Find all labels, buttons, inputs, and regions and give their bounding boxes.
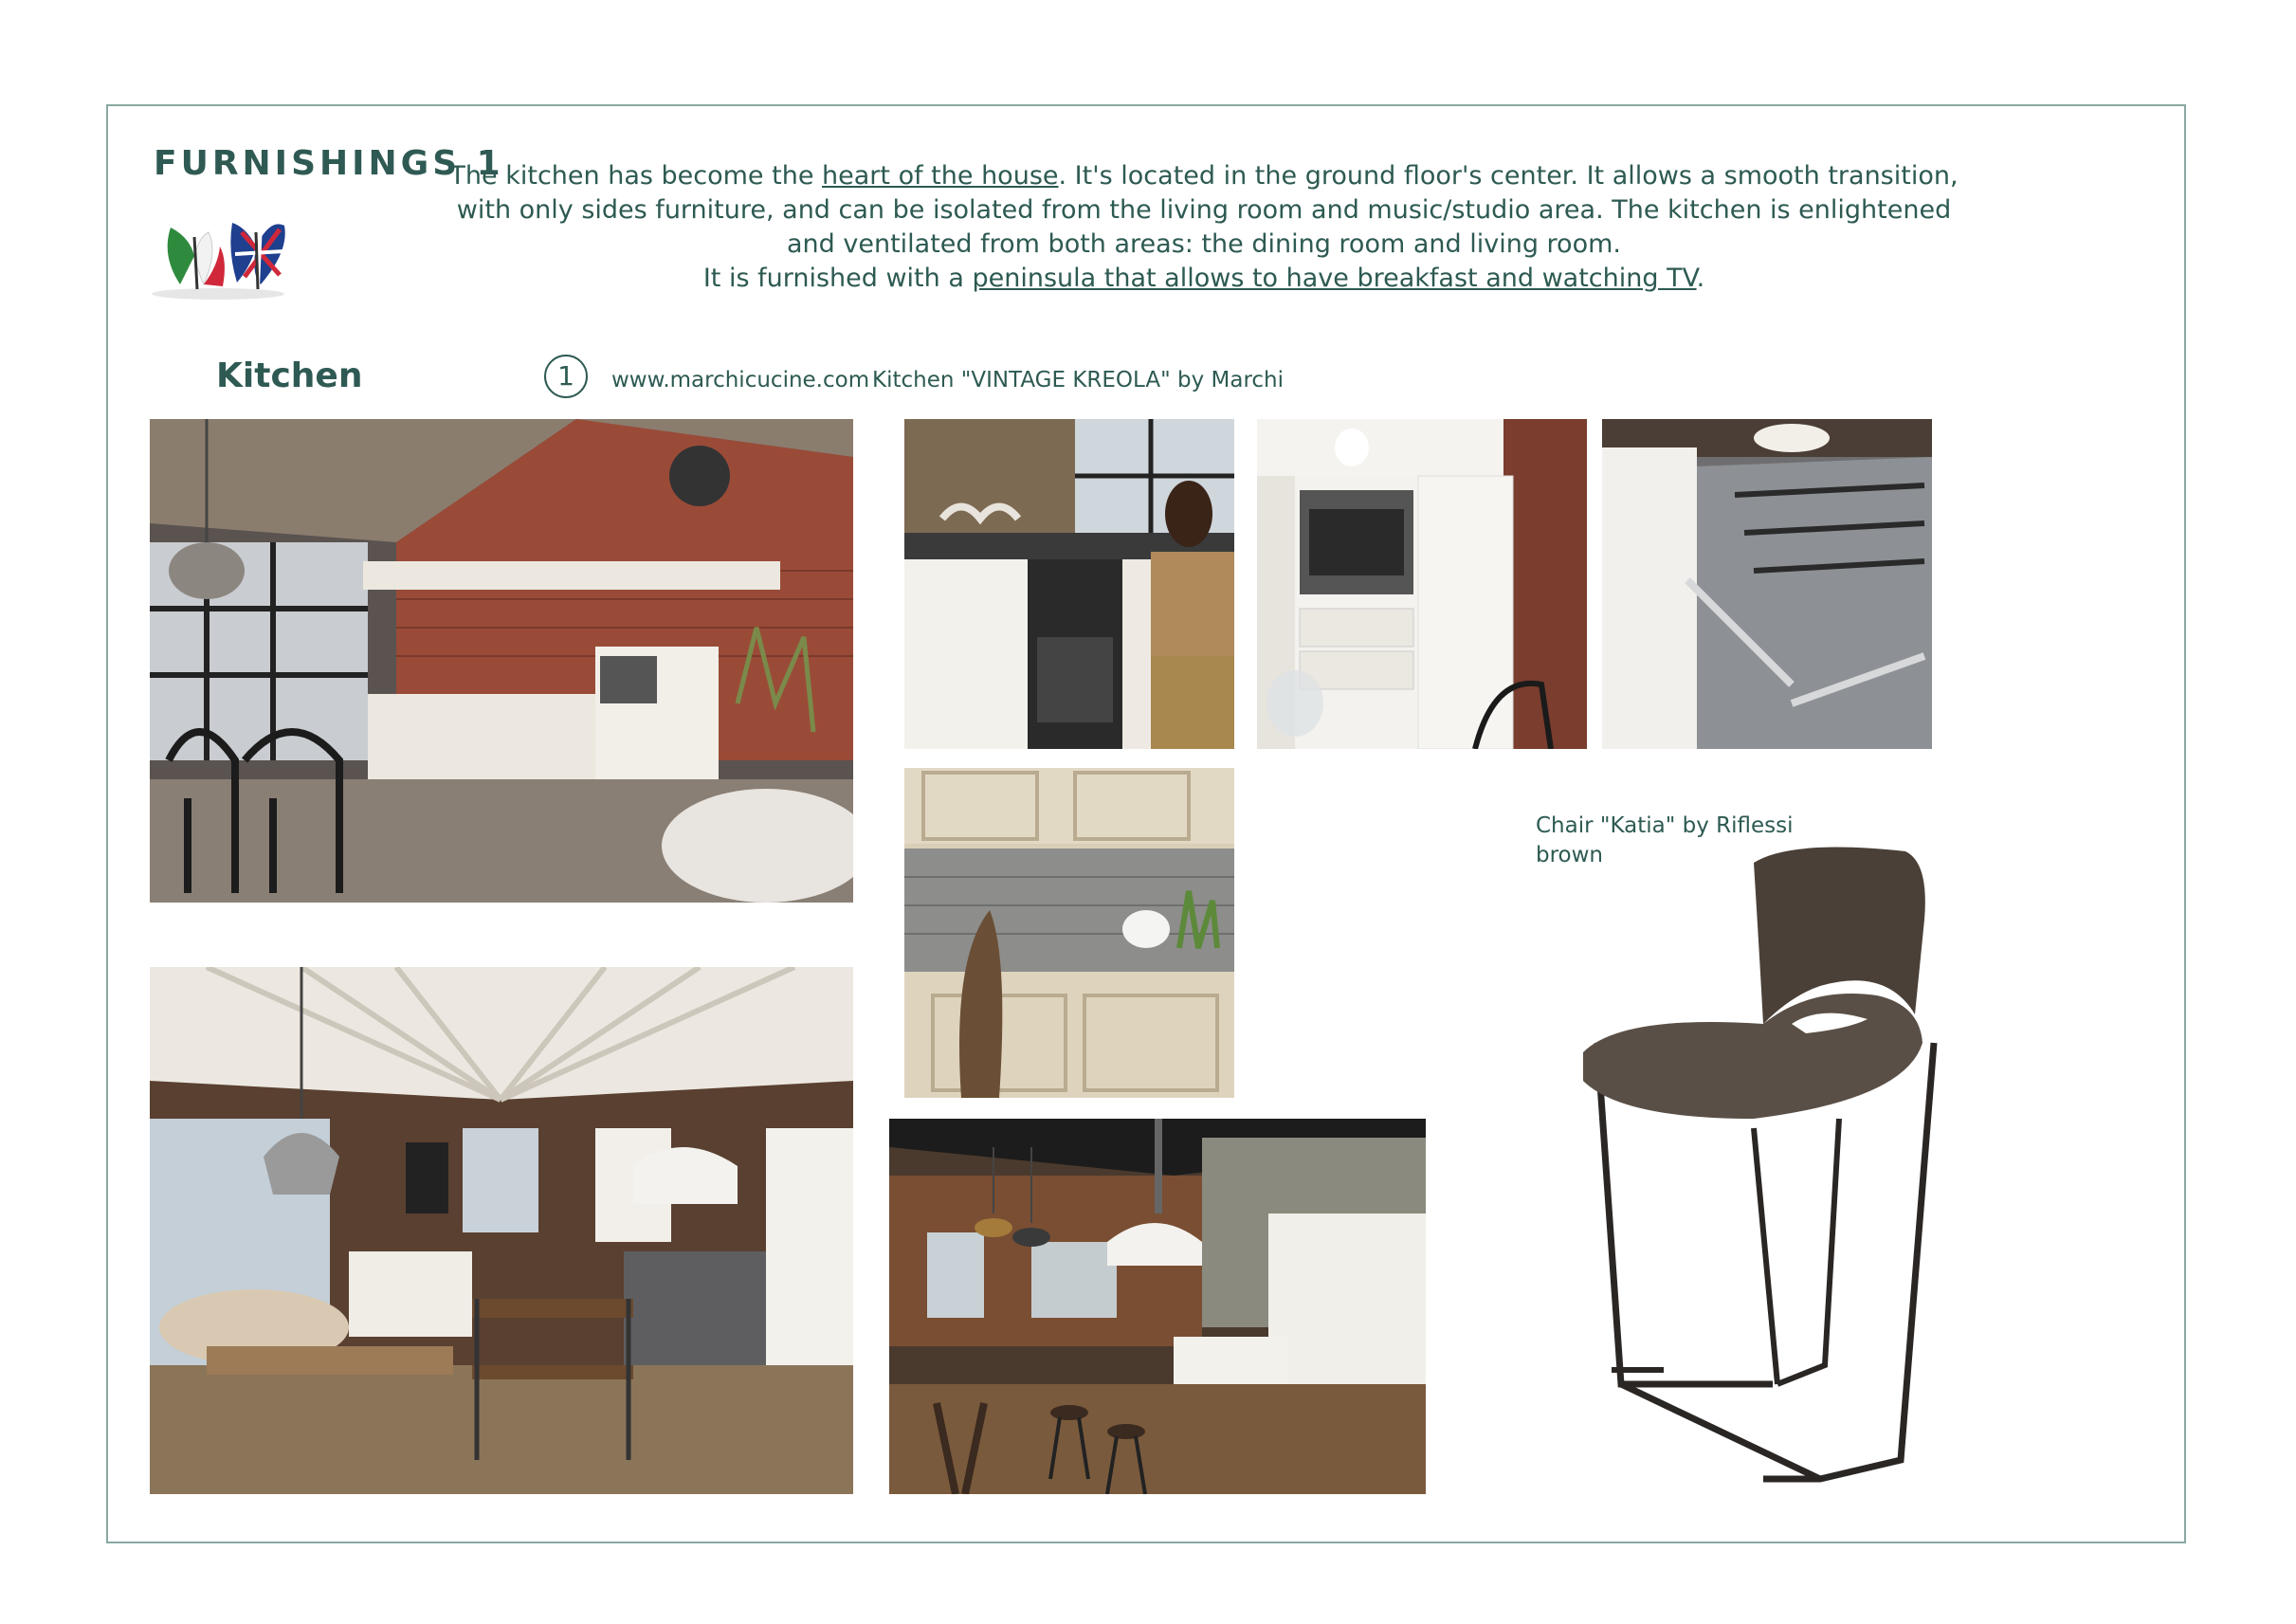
kitchen-photo-island	[889, 1119, 1426, 1494]
product-text: Kitchen "VINTAGE KREOLA" by Marchi	[872, 368, 1285, 392]
website-text: www.marchicucine.com	[611, 368, 870, 392]
kitchen-photo-loft	[150, 419, 853, 903]
kitchen-photo-oven-detail	[904, 419, 1234, 749]
peninsula-link: peninsula that allows to have breakfast and watching TV	[972, 264, 1697, 293]
section-number-badge: 1	[544, 355, 588, 398]
page-title: FURNISHINGS 1	[154, 144, 504, 183]
kitchen-photo-living	[150, 967, 853, 1494]
heart-of-house-link: heart of the house	[822, 161, 1059, 191]
intro-paragraph: The kitchen has become the heart of the house. It's located in the ground floor's center. It allows a smooth transition, with only sides furniture, and can be isolated from the living room and music/studio area. The kitchen is enlightened and ventilated from both areas: the dining room and living room. It is furnished with a peninsula that allows to have breakfast and watching TV.	[449, 161, 1959, 293]
bar-stool-image	[1564, 834, 1962, 1507]
kitchen-photo-cabinet-doors	[904, 768, 1234, 1098]
section-title: Kitchen	[216, 356, 363, 395]
italy-uk-butterflies-icon	[152, 209, 303, 303]
kitchen-photo-tall-cabinet	[1257, 419, 1587, 749]
chair-caption: Chair "Katia" by Riflessi brown	[1536, 813, 1794, 867]
kitchen-photo-range	[1602, 419, 1932, 749]
